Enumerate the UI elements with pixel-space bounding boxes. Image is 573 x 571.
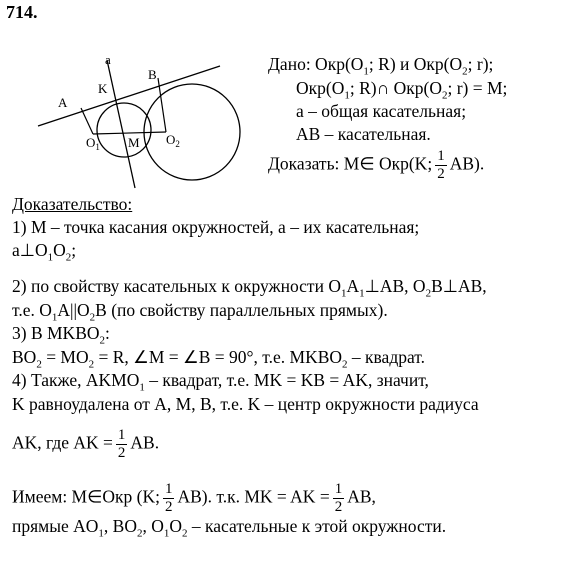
label-o2: $O_2$ — [166, 132, 180, 149]
fraction: $\frac{1}{2}$ — [164, 481, 173, 515]
proof-step-4b: K равноудалена от A, M, B, т.е. K – центр окружности радиуса — [12, 394, 479, 414]
proof-step-4a: 4) Также, $AKMO_1$ – квадрат, т.е. MK = KB = AK, значит, — [12, 370, 429, 394]
fraction: $\frac{1}{2}$ — [334, 481, 343, 515]
proof-step-3a: 3) В $MKBO_2$: — [12, 323, 110, 347]
label-k: K — [98, 81, 108, 96]
label-m: M — [128, 135, 140, 150]
label-point-a: A — [58, 95, 68, 110]
proof-step-3b: $BO_2 = MO_2 = R$, ∠M = ∠B = 90°, т.е. $MKBO_2$ – квадрат. — [12, 347, 425, 371]
given-line-2: $Окр(O_1$; R)∩ $Окр(O_2$; r) = M; — [296, 78, 508, 102]
label-o1: $O_1$ — [86, 135, 100, 152]
prove-line: Доказать: M∈ Окр(K; $\frac{1}{2}$ AB). — [268, 148, 485, 182]
label-b: B — [148, 67, 157, 82]
given-line-4: AB – касательная. — [296, 124, 431, 144]
proof-heading: Доказательство: — [12, 194, 133, 214]
tangent-a-line — [107, 60, 135, 188]
fraction: $\frac{1}{2}$ — [437, 148, 445, 182]
proof-step-1a: 1) M – точка касания окружностей, a – их касательная; — [12, 217, 420, 237]
label-a: a — [105, 52, 111, 67]
circle-o1 — [97, 103, 151, 157]
radius-o1-a — [81, 108, 93, 134]
given-line-1: Дано: $Окр(O_1$; R) и $Окр(O_2$; r); — [268, 54, 494, 78]
proof-step-1b: $a\perp O_1O_2$; — [12, 240, 77, 264]
proof-step-6: прямые $AO_1$, $BO_2$, $O_1O_2$ – касательные к этой окружности. — [12, 516, 447, 540]
proof-step-2a: 2) по свойству касательных к окружности $O_1A_1\perp AB$, $O_2B\perp AB$, — [12, 276, 487, 300]
segment-o1-o2 — [93, 132, 166, 134]
problem-number: 714. — [6, 2, 38, 22]
geometry-figure — [30, 48, 260, 198]
radius-o2-b — [158, 78, 166, 132]
proof-step-4c: AK, где AK = $\frac{1}{2}$ AB. — [12, 427, 160, 461]
fraction: $\frac{1}{2}$ — [117, 427, 126, 461]
proof-step-2b: т.е. $O_1A||O_2B$ (по свойству параллельных прямых). — [12, 300, 388, 324]
proof-step-5: Имеем: M∈Окр (K; $\frac{1}{2}$ AB). т.к. MK = AK = $\frac{1}{2}$ AB, — [12, 481, 376, 515]
given-line-3: a – общая касательная; — [296, 101, 467, 121]
